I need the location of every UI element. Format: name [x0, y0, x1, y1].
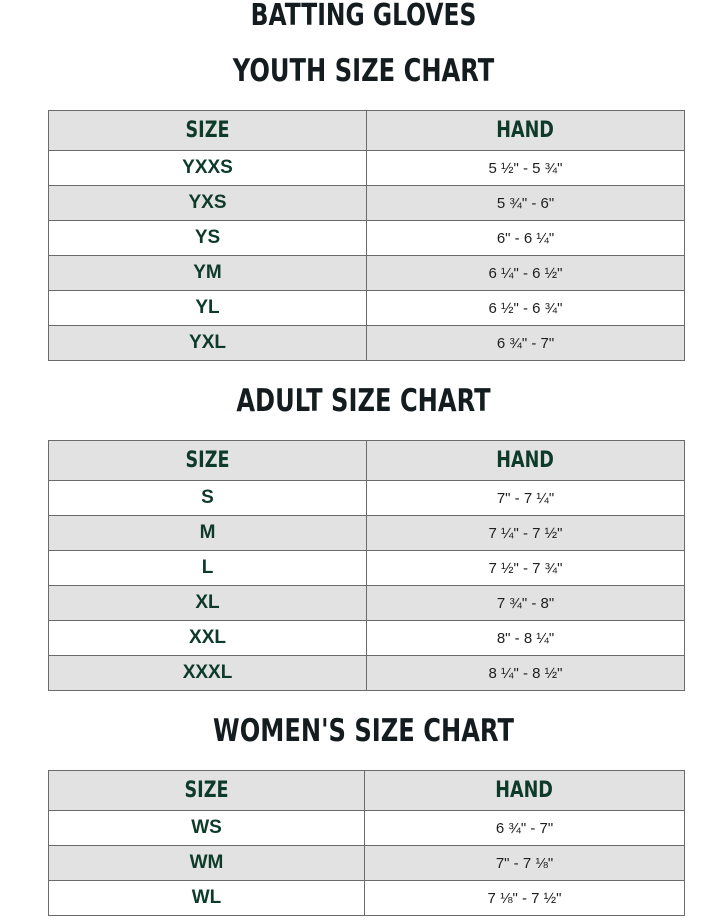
hand-column-header: HAND	[365, 771, 685, 811]
size-cell: XXXL	[49, 656, 367, 691]
size-cell: YM	[49, 256, 367, 291]
size-cell: YXS	[49, 186, 367, 221]
adult-size-table	[48, 440, 685, 691]
table-row	[49, 256, 685, 291]
hand-cell: 7" - 7 ¼"	[367, 481, 685, 516]
youth-chart-title: YOUTH SIZE CHART	[232, 53, 495, 89]
size-cell: YL	[49, 291, 367, 326]
adult-chart-title: ADULT SIZE CHART	[236, 383, 491, 419]
table-row	[49, 516, 685, 551]
table-row	[49, 151, 685, 186]
size-cell: YS	[49, 221, 367, 256]
table-row	[49, 291, 685, 326]
table-row	[49, 811, 685, 846]
hand-cell: 6 ¾" - 7"	[365, 811, 685, 846]
size-cell: YXL	[49, 326, 367, 361]
hand-column-header: HAND	[367, 111, 685, 151]
size-cell: XXL	[49, 621, 367, 656]
womens-size-table	[48, 770, 685, 916]
hand-cell: 8" - 8 ¼"	[367, 621, 685, 656]
hand-cell: 8 ¼" - 8 ½"	[367, 656, 685, 691]
table-header-row	[49, 771, 685, 811]
size-cell: WS	[49, 811, 365, 846]
table-row	[49, 586, 685, 621]
hand-cell: 7 ½" - 7 ¾"	[367, 551, 685, 586]
table-row	[49, 846, 685, 881]
size-cell: S	[49, 481, 367, 516]
table-header-row	[49, 441, 685, 481]
table-row	[49, 551, 685, 586]
hand-cell: 7 ¾" - 8"	[367, 586, 685, 621]
table-row	[49, 656, 685, 691]
table-row	[49, 326, 685, 361]
hand-cell: 6 ¾" - 7"	[367, 326, 685, 361]
size-column-header: SIZE	[49, 441, 367, 481]
table-row	[49, 221, 685, 256]
womens-chart-title: WOMEN'S SIZE CHART	[213, 713, 514, 749]
hand-cell: 6 ½" - 6 ¾"	[367, 291, 685, 326]
hand-column-header: HAND	[367, 441, 685, 481]
table-header-row	[49, 111, 685, 151]
hand-cell: 7 ⅛" - 7 ½"	[365, 881, 685, 916]
size-column-header: SIZE	[49, 771, 365, 811]
table-row	[49, 881, 685, 916]
youth-size-table	[48, 110, 685, 361]
hand-cell: 6" - 6 ¼"	[367, 221, 685, 256]
size-cell: YXXS	[49, 151, 367, 186]
table-row	[49, 621, 685, 656]
size-cell: M	[49, 516, 367, 551]
hand-cell: 5 ½" - 5 ¾"	[367, 151, 685, 186]
size-cell: XL	[49, 586, 367, 621]
hand-cell: 5 ¾" - 6"	[367, 186, 685, 221]
size-cell: WL	[49, 881, 365, 916]
hand-cell: 6 ¼" - 6 ½"	[367, 256, 685, 291]
hand-cell: 7 ¼" - 7 ½"	[367, 516, 685, 551]
size-cell: L	[49, 551, 367, 586]
size-column-header: SIZE	[49, 111, 367, 151]
table-row	[49, 186, 685, 221]
table-row	[49, 481, 685, 516]
hand-cell: 7" - 7 ⅛"	[365, 846, 685, 881]
size-cell: WM	[49, 846, 365, 881]
page-title: BATTING GLOVES	[250, 0, 477, 33]
